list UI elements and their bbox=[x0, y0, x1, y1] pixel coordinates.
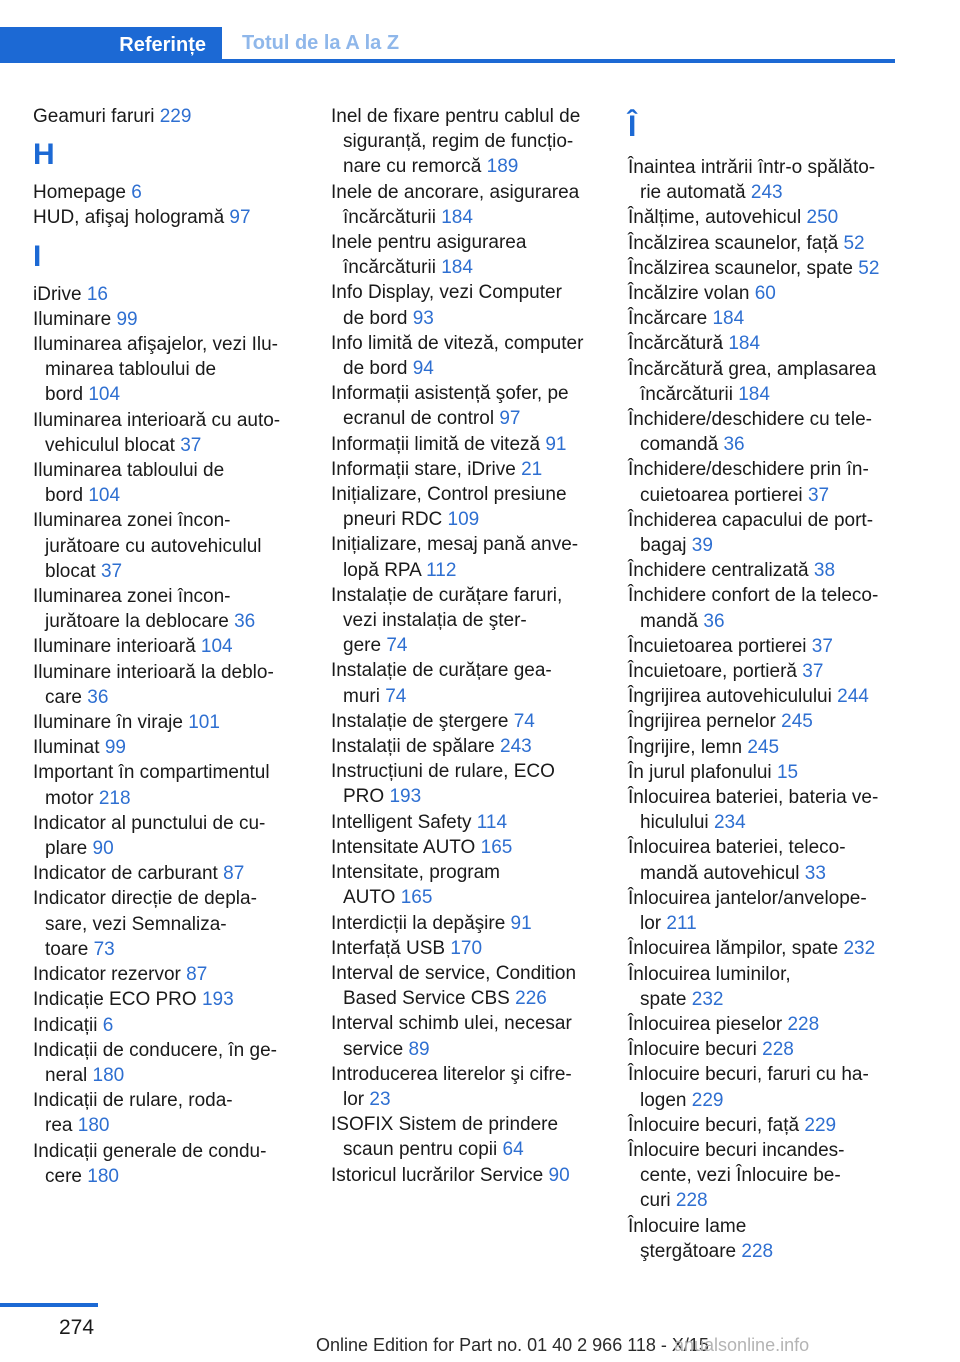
page-link[interactable]: 180 bbox=[77, 1115, 110, 1137]
page-link[interactable]: 37 bbox=[100, 560, 123, 582]
index-entry bbox=[628, 357, 898, 407]
entry-text: Încuietoare, portieră bbox=[628, 661, 797, 683]
entry-text: Înlocuirea bateriei, teleco‐ bbox=[628, 837, 846, 859]
entry-text: Încălzirea scaunelor, față bbox=[628, 232, 839, 254]
entry-text: Instalații de spălare bbox=[331, 736, 495, 758]
page-link[interactable]: 243 bbox=[750, 182, 783, 204]
index-entry bbox=[331, 331, 601, 381]
index-entry bbox=[628, 1138, 898, 1214]
entry-text: care bbox=[45, 686, 82, 708]
page-link[interactable]: 36 bbox=[703, 610, 725, 632]
page-link[interactable]: 234 bbox=[713, 812, 746, 834]
index-entry bbox=[628, 962, 898, 1012]
entry-text: Iluminarea zonei încon‐ bbox=[33, 510, 231, 532]
edition-footer: Online Edition for Part no. 01 40 2 966 118 - X/15 bbox=[316, 1335, 709, 1355]
entry-text: Info limită de viteză, computer bbox=[331, 332, 584, 354]
entry-text: Inițializare, Control presiune bbox=[331, 484, 567, 506]
index-entry bbox=[628, 583, 898, 633]
index-entry bbox=[628, 835, 898, 885]
index-entry bbox=[331, 709, 601, 734]
entry-text: Informații stare, iDrive bbox=[331, 458, 516, 480]
index-entry bbox=[33, 332, 303, 408]
page-link[interactable]: 193 bbox=[201, 989, 234, 1011]
index-entry bbox=[628, 760, 898, 785]
page-link[interactable]: 184 bbox=[441, 257, 473, 279]
entry-text: bagaj bbox=[640, 535, 687, 557]
index-entry bbox=[331, 180, 601, 230]
header-bar bbox=[0, 27, 895, 63]
entry-text: Introducerea literelor şi cifre‐ bbox=[331, 1063, 572, 1085]
entry-text: Iluminarea tabloului de bbox=[33, 460, 225, 482]
index-entry bbox=[628, 634, 898, 659]
index-entry bbox=[331, 104, 601, 180]
page-link[interactable]: 23 bbox=[369, 1088, 391, 1110]
index-entry bbox=[628, 1113, 898, 1138]
entry-text: jurătoare cu autovehiculul bbox=[45, 535, 262, 557]
page-link[interactable]: 250 bbox=[806, 207, 839, 229]
entry-text: Instalație de curățare gea‐ bbox=[331, 660, 552, 682]
entry-text: Indicator de carburant bbox=[33, 863, 218, 885]
entry-text: Închidere/deschidere cu tele‐ bbox=[628, 409, 872, 431]
page-link[interactable]: 165 bbox=[400, 887, 433, 909]
entry-text: scaun pentru copii bbox=[343, 1139, 498, 1161]
index-entry bbox=[331, 1062, 601, 1112]
entry-text: Interval de service, Condition bbox=[331, 962, 577, 984]
index-entry bbox=[33, 735, 303, 760]
index-entry bbox=[33, 1013, 303, 1038]
entry-text: ştergătoare bbox=[640, 1240, 737, 1262]
index-entry bbox=[331, 810, 601, 835]
page-link[interactable]: 228 bbox=[762, 1039, 794, 1061]
page-link[interactable]: 15 bbox=[776, 761, 799, 783]
index-entry bbox=[33, 634, 303, 659]
index-entry bbox=[33, 1088, 303, 1138]
entry-text: curi bbox=[640, 1190, 671, 1212]
page-link[interactable]: 180 bbox=[92, 1064, 125, 1086]
index-entry bbox=[628, 306, 898, 331]
page-link[interactable]: 21 bbox=[521, 458, 543, 480]
page-link[interactable]: 229 bbox=[691, 1089, 724, 1111]
page-link[interactable]: 184 bbox=[738, 383, 770, 405]
entry-text: Încuietoarea portierei bbox=[628, 635, 807, 657]
page-link[interactable]: 89 bbox=[408, 1038, 430, 1060]
index-entry bbox=[33, 886, 303, 962]
entry-text: Info Display, vezi Computer bbox=[331, 282, 562, 304]
entry-text: bord bbox=[45, 384, 84, 406]
index-entry bbox=[628, 231, 898, 256]
page-link[interactable]: 90 bbox=[92, 838, 114, 860]
entry-text: Indicație ECO PRO bbox=[33, 989, 197, 1011]
page-link[interactable]: 228 bbox=[741, 1240, 774, 1262]
index-entry bbox=[331, 835, 601, 860]
entry-text: Înlocuire becuri, faruri cu ha‐ bbox=[628, 1064, 869, 1086]
entry-text: Informații asistență şofer, pe bbox=[331, 383, 569, 405]
entry-text: de bord bbox=[343, 358, 408, 380]
entry-text: Interfață USB bbox=[331, 937, 446, 959]
entry-text: Intensitate, program bbox=[331, 862, 500, 884]
index-entry bbox=[331, 1011, 601, 1061]
page-link[interactable]: 226 bbox=[515, 988, 547, 1010]
entry-text: AUTO bbox=[343, 887, 396, 909]
entry-text: Înlocuire becuri, față bbox=[628, 1114, 800, 1136]
page-link[interactable]: 245 bbox=[747, 736, 780, 758]
entry-text: Indicator al punctului de cu‐ bbox=[33, 812, 266, 834]
entry-text: Îngrijirea autovehiculului bbox=[628, 686, 832, 708]
page-number: 274 bbox=[59, 1316, 95, 1339]
entry-text: service bbox=[343, 1038, 404, 1060]
entry-text: spate bbox=[640, 988, 687, 1010]
page-link[interactable]: 52 bbox=[858, 257, 880, 279]
entry-text: Înlocuirea jantelor/anvelope‐ bbox=[628, 887, 867, 909]
entry-text: Instalație de ştergere bbox=[331, 710, 509, 732]
page-link[interactable]: 97 bbox=[499, 408, 521, 430]
entry-text: neral bbox=[45, 1064, 88, 1086]
page-number-rule bbox=[0, 1303, 98, 1307]
index-entry bbox=[33, 1139, 303, 1189]
entry-text: Iluminare interioară la deblo‐ bbox=[33, 661, 274, 683]
index-entry bbox=[331, 1112, 601, 1162]
page-link[interactable]: 232 bbox=[691, 988, 724, 1010]
entry-text: Instrucțiuni de rulare, ECO bbox=[331, 761, 555, 783]
page-link[interactable]: 180 bbox=[87, 1165, 119, 1187]
entry-text: cuietoarea portierei bbox=[640, 484, 803, 506]
entry-text: plare bbox=[45, 838, 88, 860]
entry-text: pneuri RDC bbox=[343, 509, 443, 531]
page-link[interactable]: 6 bbox=[102, 1014, 114, 1036]
page-link[interactable]: 91 bbox=[510, 912, 532, 934]
page-link[interactable]: 229 bbox=[804, 1114, 837, 1136]
entry-text: comandă bbox=[640, 434, 719, 456]
index-entry bbox=[628, 558, 898, 583]
page-link[interactable]: 193 bbox=[389, 786, 422, 808]
page-link[interactable]: 90 bbox=[548, 1164, 570, 1186]
entry-text: jurătoare la deblocare bbox=[45, 611, 229, 633]
index-entry bbox=[33, 987, 303, 1012]
index-entry bbox=[33, 811, 303, 861]
entry-text: Indicator direcție de depla‐ bbox=[33, 888, 257, 910]
page-link[interactable]: 94 bbox=[412, 358, 434, 380]
entry-text: de bord bbox=[343, 307, 408, 329]
entry-text: gere bbox=[343, 635, 382, 657]
page-link[interactable]: 74 bbox=[385, 685, 407, 707]
page-link[interactable]: 165 bbox=[480, 836, 513, 858]
entry-text: În jurul plafonului bbox=[628, 761, 772, 783]
page-link[interactable]: 211 bbox=[666, 913, 697, 935]
entry-text: Închidere centralizată bbox=[628, 560, 809, 582]
index-entry bbox=[331, 658, 601, 708]
entry-text: Încărcare bbox=[628, 308, 708, 330]
index-entry bbox=[628, 684, 898, 709]
index-entry bbox=[331, 280, 601, 330]
entry-text: Inele de ancorare, asigurarea bbox=[331, 181, 580, 203]
entry-text: Înlocuirea pieselor bbox=[628, 1013, 783, 1035]
index-entry bbox=[331, 482, 601, 532]
section-letter: H bbox=[33, 138, 55, 172]
entry-text: Înaintea intrării într-o spălăto‐ bbox=[628, 157, 876, 178]
entry-text: cere bbox=[45, 1165, 82, 1187]
page-link[interactable]: 184 bbox=[712, 308, 745, 330]
entry-text: Istoricul lucrărilor Service bbox=[331, 1164, 544, 1186]
index-column-3 bbox=[628, 104, 898, 1264]
entry-text: siguranță, regim de funcțio‐ bbox=[343, 131, 574, 153]
entry-text: Iluminat bbox=[33, 737, 100, 759]
entry-text: lor bbox=[640, 913, 662, 935]
entry-text: Închidere/deschidere prin în‐ bbox=[628, 459, 869, 481]
entry-text: minarea tabloului de bbox=[45, 359, 217, 381]
entry-text: Îngrijirea pernelor bbox=[628, 711, 776, 733]
page-link[interactable]: 228 bbox=[675, 1190, 708, 1212]
index-entry bbox=[33, 710, 303, 735]
page-link[interactable]: 104 bbox=[200, 636, 233, 658]
index-entry bbox=[33, 282, 303, 307]
page-link[interactable]: 218 bbox=[98, 787, 131, 809]
index-entry bbox=[628, 331, 898, 356]
entry-text: încărcăturii bbox=[343, 257, 436, 279]
tab-a-to-z[interactable]: Totul de la A la Z bbox=[242, 31, 400, 54]
page-link[interactable]: 74 bbox=[386, 635, 408, 657]
page-link[interactable]: 101 bbox=[188, 712, 220, 734]
entry-text: Încălzirea scaunelor, spate bbox=[628, 257, 853, 279]
page-link[interactable]: 38 bbox=[813, 560, 836, 582]
entry-text: lor bbox=[343, 1088, 365, 1110]
index-entry bbox=[331, 230, 601, 280]
page-link[interactable]: 91 bbox=[545, 433, 567, 455]
entry-text: ecranul de control bbox=[343, 408, 495, 430]
entry-text: Interval schimb ulei, necesar bbox=[331, 1013, 572, 1035]
entry-text: Încărcătură grea, amplasarea bbox=[628, 358, 877, 380]
entry-text: motor bbox=[45, 787, 94, 809]
entry-text: Inițializare, mesaj pană anve‐ bbox=[331, 534, 579, 556]
entry-text: muri bbox=[343, 685, 380, 707]
page-link[interactable]: 73 bbox=[93, 938, 115, 960]
page-link[interactable]: 36 bbox=[723, 434, 745, 456]
entry-text: Inel de fixare pentru cablul de bbox=[331, 106, 581, 127]
entry-text: lopă RPA bbox=[343, 559, 421, 581]
entry-text: blocat bbox=[45, 560, 96, 582]
entry-text: mandă autovehicul bbox=[640, 862, 800, 884]
entry-text: PRO bbox=[343, 786, 385, 808]
entry-text: Înlocuire becuri incandes‐ bbox=[628, 1139, 845, 1161]
entry-text: Încărcătură bbox=[628, 333, 724, 355]
entry-text: vezi instalația de şter‐ bbox=[343, 610, 527, 632]
index-entry bbox=[331, 759, 601, 809]
index-entry bbox=[628, 709, 898, 734]
index-entry bbox=[628, 1037, 898, 1062]
index-column-1 bbox=[33, 104, 303, 1189]
index-entry bbox=[628, 785, 898, 835]
index-entry bbox=[628, 1012, 898, 1037]
entry-text: logen bbox=[640, 1089, 687, 1111]
index-entry bbox=[628, 886, 898, 936]
index-entry bbox=[33, 307, 303, 332]
index-entry bbox=[331, 432, 601, 457]
entry-text: Indicații generale de condu‐ bbox=[33, 1140, 267, 1162]
entry-text: Inele pentru asigurarea bbox=[331, 232, 527, 254]
page-link[interactable]: 87 bbox=[223, 863, 245, 885]
page-link[interactable]: 16 bbox=[86, 283, 108, 305]
entry-text: Iluminarea zonei încon‐ bbox=[33, 586, 231, 608]
page-link[interactable]: 39 bbox=[691, 535, 713, 557]
entry-text: Intelligent Safety bbox=[331, 811, 472, 833]
page-link[interactable]: 104 bbox=[88, 485, 121, 507]
index-entry bbox=[628, 407, 898, 457]
index-entry bbox=[33, 584, 303, 634]
entry-text: Înlocuire becuri bbox=[628, 1039, 757, 1061]
entry-text: Încălzire volan bbox=[628, 283, 750, 305]
index-entry bbox=[33, 205, 303, 230]
index-entry bbox=[628, 659, 898, 684]
index-entry bbox=[33, 408, 303, 458]
page-link[interactable]: 229 bbox=[159, 106, 192, 127]
entry-text: Iluminare în viraje bbox=[33, 712, 183, 734]
entry-text: Indicații de rulare, roda‐ bbox=[33, 1090, 233, 1112]
entry-text: încărcăturii bbox=[640, 383, 733, 405]
watermark: anualsonline.info bbox=[674, 1335, 810, 1355]
entry-text: sare, vezi Semnaliza‐ bbox=[45, 913, 227, 935]
index-entry bbox=[628, 256, 898, 281]
entry-text: mandă bbox=[640, 610, 699, 632]
page-link[interactable]: 52 bbox=[843, 232, 865, 254]
index-entry bbox=[628, 1214, 898, 1264]
page-link[interactable]: 114 bbox=[476, 811, 508, 833]
page-link[interactable]: 37 bbox=[180, 434, 202, 456]
page-link[interactable]: 244 bbox=[837, 686, 869, 708]
index-entry bbox=[331, 457, 601, 482]
index-entry bbox=[331, 860, 601, 910]
page-link[interactable]: 6 bbox=[131, 182, 142, 204]
page-link[interactable]: 99 bbox=[116, 308, 138, 330]
index-entry bbox=[33, 180, 303, 205]
index-column-2 bbox=[331, 104, 601, 1188]
header-rule bbox=[222, 59, 895, 63]
index-entry bbox=[33, 760, 303, 810]
page-link[interactable]: 104 bbox=[88, 384, 121, 406]
page-link[interactable]: 112 bbox=[426, 559, 457, 581]
entry-text: Înălțime, autovehicul bbox=[628, 207, 802, 229]
index-entry bbox=[628, 457, 898, 507]
index-entry bbox=[33, 1038, 303, 1088]
entry-text: Iluminarea afişajelor, vezi Ilu‐ bbox=[33, 334, 278, 356]
entry-text: nare cu remorcă bbox=[343, 156, 482, 178]
index-entry bbox=[628, 205, 898, 230]
page-link[interactable]: 37 bbox=[802, 661, 824, 683]
page-link[interactable]: 87 bbox=[186, 964, 208, 986]
index-entry bbox=[33, 962, 303, 987]
page-link[interactable]: 64 bbox=[502, 1139, 524, 1161]
entry-text: Înlocuirea bateriei, bateria ve‐ bbox=[628, 787, 879, 809]
entry-text: hiculului bbox=[640, 812, 709, 834]
entry-text: ISOFIX Sistem de prindere bbox=[331, 1114, 559, 1136]
entry-text: Indicator rezervor bbox=[33, 964, 181, 986]
entry-text: Interdicții la depăşire bbox=[331, 912, 506, 934]
entry-text: Iluminare interioară bbox=[33, 636, 196, 658]
entry-text: cente, vezi Înlocuire be‐ bbox=[640, 1165, 841, 1187]
index-entry bbox=[628, 936, 898, 961]
entry-text: Homepage bbox=[33, 182, 126, 204]
index-entry bbox=[331, 1163, 601, 1188]
page-link[interactable]: 184 bbox=[441, 206, 473, 228]
index-entry bbox=[331, 734, 601, 759]
index-entry bbox=[628, 155, 898, 205]
entry-text: Informații limită de viteză bbox=[331, 433, 541, 455]
index-entry bbox=[628, 281, 898, 306]
entry-text: Îngrijire, lemn bbox=[628, 736, 743, 758]
index-entry bbox=[33, 458, 303, 508]
entry-text: rie automată bbox=[640, 182, 746, 204]
page-link[interactable]: 232 bbox=[843, 938, 876, 960]
entry-text: Based Service CBS bbox=[343, 988, 510, 1010]
page-link[interactable]: 36 bbox=[87, 686, 109, 708]
section-letter: Î bbox=[628, 110, 637, 143]
page-link[interactable]: 97 bbox=[229, 207, 251, 229]
index-entry bbox=[331, 583, 601, 659]
page-link[interactable]: 37 bbox=[807, 484, 830, 506]
page-link[interactable]: 184 bbox=[728, 333, 761, 355]
page-link[interactable]: 74 bbox=[513, 710, 535, 732]
page-link[interactable]: 37 bbox=[811, 635, 833, 657]
index-entry bbox=[33, 508, 303, 584]
entry-text: Închidere confort de la teleco‐ bbox=[628, 585, 879, 607]
entry-text: Intensitate AUTO bbox=[331, 836, 476, 858]
entry-text: Înlocuirea luminilor, bbox=[628, 963, 791, 985]
entry-text: toare bbox=[45, 938, 89, 960]
index-entry bbox=[331, 381, 601, 431]
page-link[interactable]: 189 bbox=[486, 156, 519, 178]
entry-text: rea bbox=[45, 1115, 73, 1137]
index-entry bbox=[331, 961, 601, 1011]
index-entry bbox=[628, 735, 898, 760]
entry-text: încărcăturii bbox=[343, 206, 436, 228]
page-link[interactable]: 93 bbox=[412, 307, 434, 329]
index-entry bbox=[331, 936, 601, 961]
page-link[interactable]: 99 bbox=[104, 737, 126, 759]
index-entry bbox=[33, 861, 303, 886]
page-link[interactable]: 170 bbox=[450, 937, 483, 959]
entry-text: Instalație de curățare faruri, bbox=[331, 584, 563, 606]
page-link[interactable]: 60 bbox=[754, 283, 776, 305]
index-entry bbox=[628, 508, 898, 558]
entry-text: Iluminare bbox=[33, 308, 112, 330]
page-link[interactable]: 33 bbox=[804, 862, 826, 884]
entry-text: Înlocuire lame bbox=[628, 1215, 747, 1237]
entry-text: iDrive bbox=[33, 283, 82, 305]
index-entry bbox=[331, 532, 601, 582]
entry-text: Iluminarea interioară cu auto‐ bbox=[33, 409, 281, 431]
entry-text: HUD, afişaj hologramă bbox=[33, 207, 225, 229]
entry-text: Înlocuirea lămpilor, spate bbox=[628, 938, 839, 960]
page-link[interactable]: 245 bbox=[781, 711, 813, 733]
entry-text: Geamuri faruri bbox=[33, 106, 155, 127]
entry-text: Închiderea capacului de port‐ bbox=[628, 509, 874, 531]
entry-text: Indicații de conducere, în ge‐ bbox=[33, 1039, 277, 1061]
index-entry bbox=[331, 911, 601, 936]
entry-text: Important în compartimentul bbox=[33, 762, 270, 784]
page-link[interactable]: 109 bbox=[447, 509, 480, 531]
index-entry bbox=[628, 1062, 898, 1112]
entry-text: bord bbox=[45, 485, 84, 507]
entry-text: vehiculul blocat bbox=[45, 434, 175, 456]
index-entry bbox=[33, 104, 303, 129]
tab-references[interactable]: Referințe bbox=[0, 27, 222, 63]
section-letter: I bbox=[33, 239, 42, 273]
page-link[interactable]: 36 bbox=[234, 611, 256, 633]
page-link[interactable]: 243 bbox=[500, 736, 532, 758]
index-entry bbox=[33, 660, 303, 710]
page-link[interactable]: 228 bbox=[787, 1013, 820, 1035]
entry-text: Indicații bbox=[33, 1014, 98, 1036]
